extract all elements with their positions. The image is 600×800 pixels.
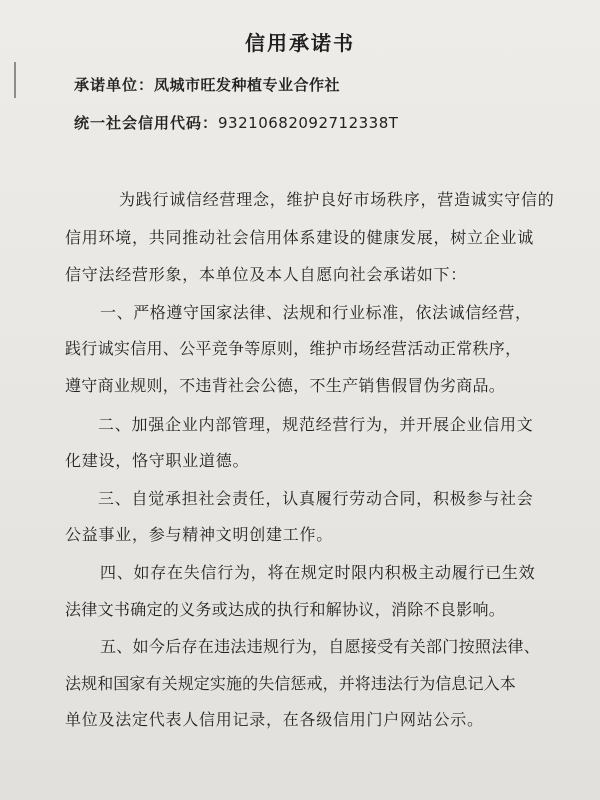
pledging-unit-value: 凤城市旺发种植专业合作社 — [154, 76, 341, 94]
body-line-15: 单位及法定代表人信用记录，在各级信用门户网站公示。 — [65, 710, 484, 729]
body-line-1: 为践行诚信经营理念，维护良好市场秩序，营造诚实守信的 — [119, 190, 555, 209]
body-line-4: 一、严格遵守国家法律、法规和行业标准，依法诚信经营， — [100, 303, 532, 322]
body-line-11: 四、如存在失信行为，将在规定时限内积极主动履行已生效 — [100, 563, 536, 582]
document-title: 信用承诺书 — [245, 31, 355, 55]
credit-code-value: 93210682092712338T — [218, 114, 399, 132]
body-line-5: 践行诚实信用、公平竞争等原则，维护市场经营活动正常秩序， — [65, 339, 522, 358]
body-line-14: 法规和国家有关规定实施的失信惩戒，并将违法行为信息记入本 — [65, 674, 516, 693]
fold-mark — [14, 62, 16, 98]
body-line-10: 公益事业，参与精神文明创建工作。 — [65, 525, 334, 544]
pledging-unit-label: 承诺单位： — [74, 76, 155, 94]
body-line-9: 三、自觉承担社会责任，认真履行劳动合同，积极参与社会 — [98, 489, 534, 508]
body-line-12: 法律文书确定的义务或达成的执行和解协议，消除不良影响。 — [65, 600, 506, 619]
body-line-6: 遵守商业规则，不违背社会公德，不生产销售假冒伪劣商品。 — [65, 376, 506, 395]
body-line-3: 信守法经营形象，本单位及本人自愿向社会承诺如下： — [65, 265, 468, 284]
body-line-13: 五、如今后存在违法违规行为，自愿接受有关部门按照法律、 — [100, 637, 541, 656]
credit-code-label: 统一社会信用代码： — [74, 114, 219, 132]
credit-code-line — [74, 112, 398, 133]
body-line-7: 二、加强企业内部管理，规范经营行为，并开展企业信用文 — [98, 415, 534, 434]
body-line-8: 化建设，恪守职业道德。 — [65, 451, 250, 470]
body-line-2: 信用环境，共同推动社会信用体系建设的健康发展，树立企业诚 — [65, 228, 535, 247]
pledging-unit-line — [74, 74, 340, 95]
